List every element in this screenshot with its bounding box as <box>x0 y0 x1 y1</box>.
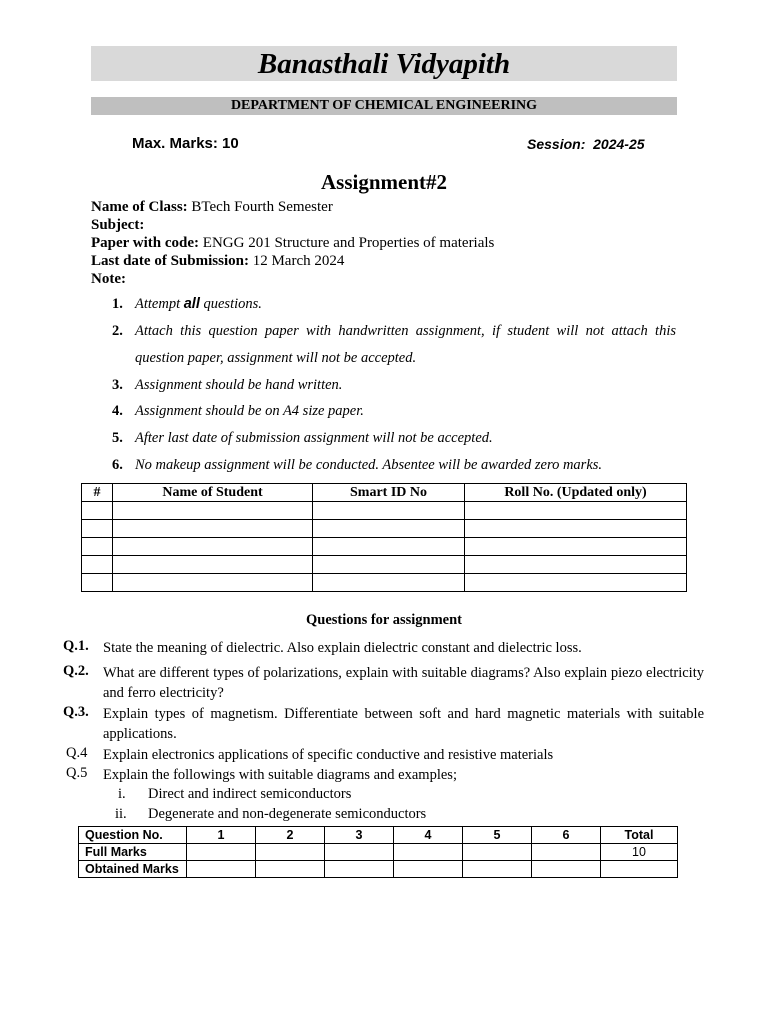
sub-item-text: Degenerate and non-degenerate semiconductors <box>148 806 427 822</box>
marks-cell[interactable] <box>394 844 463 861</box>
table-cell[interactable] <box>465 574 687 592</box>
note-number: 5. <box>112 430 123 446</box>
note-item <box>112 323 136 340</box>
marks-cell[interactable] <box>187 861 256 878</box>
marks-cell[interactable] <box>256 861 325 878</box>
note-text: No makeup assignment will be conducted. Absentee will be awarded zero marks. <box>135 457 603 473</box>
marks-cell[interactable] <box>463 844 532 861</box>
note-item <box>112 377 136 394</box>
question-label: Q.1. <box>63 638 89 654</box>
table-row <box>82 520 687 538</box>
table-cell[interactable] <box>465 520 687 538</box>
student-details-table <box>81 483 687 592</box>
total-marks-cell: 10 <box>601 844 678 861</box>
note-emphasis: all <box>183 296 200 312</box>
table-cell[interactable] <box>313 538 465 556</box>
marks-cell[interactable] <box>601 861 678 878</box>
class-label: Name of Class: <box>91 199 188 215</box>
date-value: 12 March 2024 <box>252 253 345 269</box>
paper-line <box>91 234 494 252</box>
table-cell[interactable] <box>465 502 687 520</box>
column-header: Name of Student <box>113 484 313 502</box>
row-label: Question No. <box>79 827 187 844</box>
table-cell[interactable] <box>113 574 313 592</box>
session-label: Session: <box>527 136 586 152</box>
paper-value: ENGG 201 Structure and Properties of materials <box>202 235 495 251</box>
date-line <box>91 252 344 270</box>
question-label: Q.3. <box>63 704 89 720</box>
note-number: 2. <box>112 323 123 339</box>
max-marks: Max. Marks: 10 <box>132 135 239 152</box>
note-item <box>112 430 136 447</box>
column-header: 4 <box>394 827 463 844</box>
department-banner: DEPARTMENT OF CHEMICAL ENGINEERING <box>91 97 677 115</box>
assignment-title: Assignment#2 <box>320 170 447 194</box>
table-cell[interactable] <box>313 502 465 520</box>
note-item <box>112 403 136 420</box>
marks-cell[interactable] <box>532 861 601 878</box>
question-text: Explain electronics applications of specific conductive and resistive materials <box>103 747 554 763</box>
column-header: Roll No. (Updated only) <box>465 484 687 502</box>
table-cell[interactable] <box>82 520 113 538</box>
session-value: 2024-25 <box>593 136 645 152</box>
question-text: Explain types of magnetism. Differentiate between soft and hard magnetic materials with suitable applications. <box>103 706 704 742</box>
note-item <box>112 296 136 313</box>
marks-cell[interactable] <box>463 861 532 878</box>
table-cell[interactable] <box>313 556 465 574</box>
marks-cell[interactable] <box>325 844 394 861</box>
questions-heading: Questions for assignment <box>305 612 463 628</box>
marks-table <box>78 826 678 878</box>
table-cell[interactable] <box>113 502 313 520</box>
table-row <box>82 538 687 556</box>
subject-label: Subject: <box>91 217 145 233</box>
note-label: Note: <box>91 271 126 287</box>
marks-row <box>79 844 678 861</box>
note-text-continued: question paper, assignment will not be accepted. <box>135 350 417 366</box>
table-cell[interactable] <box>82 538 113 556</box>
column-header: 3 <box>325 827 394 844</box>
note-text: Assignment should be hand written. <box>135 377 343 393</box>
session <box>527 136 645 152</box>
question-text: What are different types of polarizations, explain with suitable diagrams? Also explain piezo electricity and ferro electricity? <box>103 665 704 701</box>
subject-line <box>91 216 144 234</box>
note-text: After last date of submission assignment will not be accepted. <box>135 430 493 446</box>
table-cell[interactable] <box>82 574 113 592</box>
marks-cell[interactable] <box>325 861 394 878</box>
note-number: 1. <box>112 296 123 312</box>
note-text: Attempt all questions. <box>135 296 262 312</box>
table-cell[interactable] <box>113 556 313 574</box>
column-header: # <box>82 484 113 502</box>
column-header: 6 <box>532 827 601 844</box>
question-label: Q.5 <box>66 765 88 781</box>
marks-cell[interactable] <box>394 861 463 878</box>
class-value: BTech Fourth Semester <box>191 199 333 215</box>
sub-item-text: Direct and indirect semiconductors <box>148 786 352 802</box>
date-label: Last date of Submission: <box>91 253 249 269</box>
table-cell[interactable] <box>465 556 687 574</box>
column-header: 1 <box>187 827 256 844</box>
question-text: Explain the followings with suitable diagrams and examples; <box>103 767 457 783</box>
note-number: 4. <box>112 403 123 419</box>
note-text: Attach this question paper with handwritten assignment, if student will not attach this <box>135 323 676 339</box>
marks-header-row <box>79 827 678 844</box>
marks-row <box>79 861 678 878</box>
question-label: Q.2. <box>63 663 89 679</box>
column-header: 5 <box>463 827 532 844</box>
table-cell[interactable] <box>313 574 465 592</box>
institution-title: Banasthali Vidyapith <box>91 46 677 81</box>
table-cell[interactable] <box>113 538 313 556</box>
sub-item-number: i. <box>118 786 126 802</box>
marks-cell[interactable] <box>532 844 601 861</box>
marks-cell[interactable] <box>256 844 325 861</box>
question-label: Q.4 <box>66 745 88 761</box>
table-row <box>82 502 687 520</box>
class-line <box>91 198 333 216</box>
note-line <box>91 270 126 288</box>
table-cell[interactable] <box>82 502 113 520</box>
table-cell[interactable] <box>82 556 113 574</box>
paper-label: Paper with code: <box>91 235 200 251</box>
column-header: Smart ID No <box>313 484 465 502</box>
table-cell[interactable] <box>313 520 465 538</box>
table-cell[interactable] <box>113 520 313 538</box>
table-header-row <box>82 484 687 502</box>
row-label: Full Marks <box>79 844 187 861</box>
question-text: State the meaning of dielectric. Also explain dielectric constant and dielectric loss. <box>103 640 582 656</box>
note-number: 3. <box>112 377 123 393</box>
table-row <box>82 556 687 574</box>
note-number: 6. <box>112 457 123 473</box>
column-header: Total <box>601 827 678 844</box>
table-row <box>82 574 687 592</box>
marks-cell[interactable] <box>187 844 256 861</box>
sub-item-number: ii. <box>115 806 127 822</box>
row-label: Obtained Marks <box>79 861 187 878</box>
table-cell[interactable] <box>465 538 687 556</box>
column-header: 2 <box>256 827 325 844</box>
note-item <box>112 457 136 474</box>
note-text: Assignment should be on A4 size paper. <box>135 403 364 419</box>
